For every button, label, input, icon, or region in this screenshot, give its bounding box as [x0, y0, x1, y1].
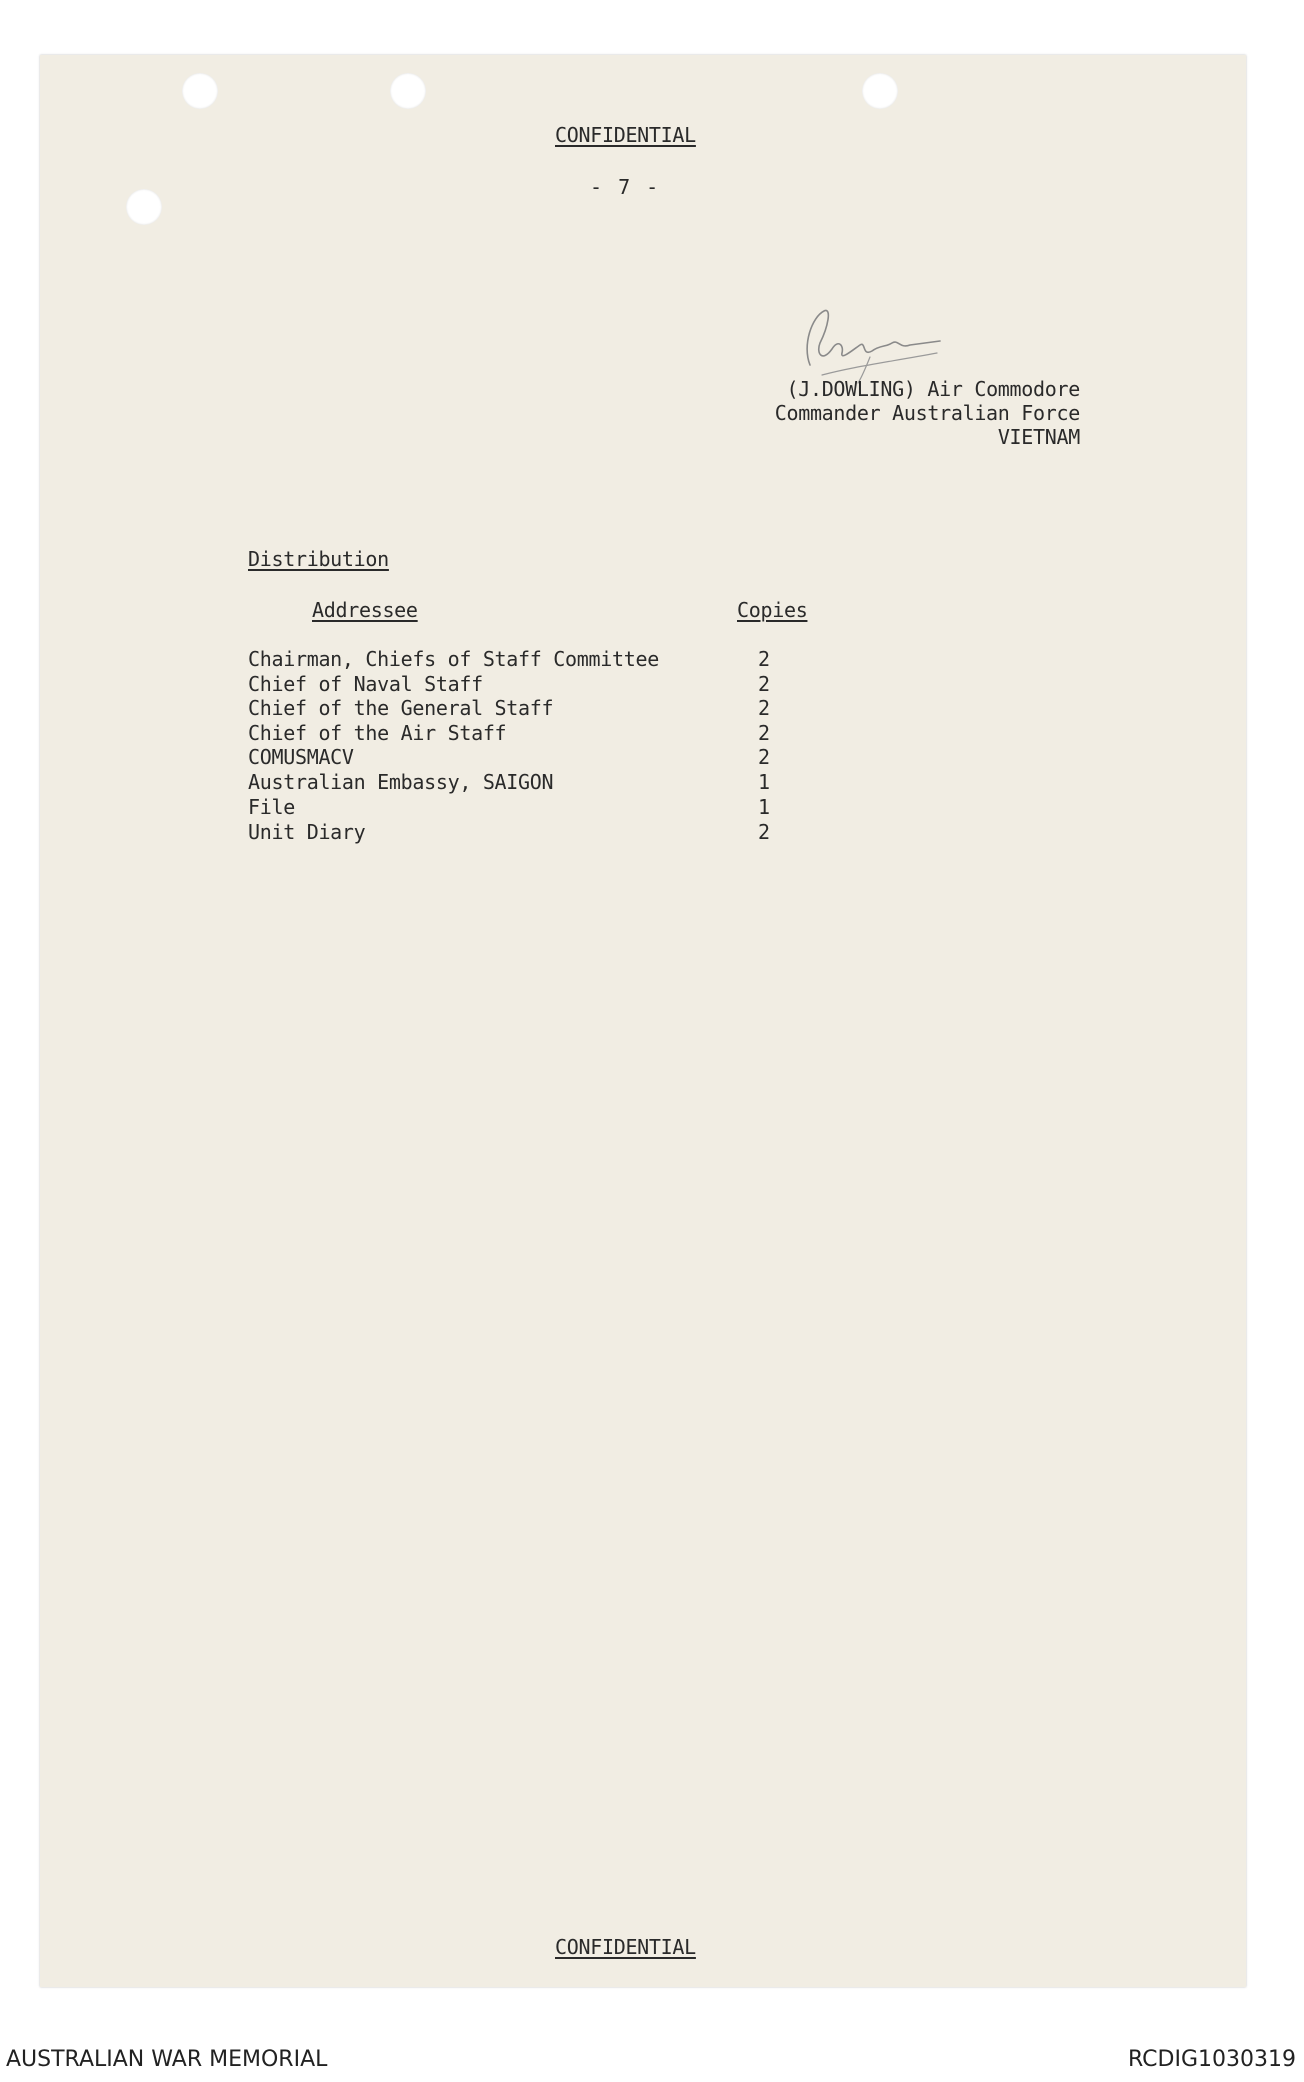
- copies-cell: 2: [758, 647, 770, 671]
- addressee-cell: COMUSMACV: [248, 745, 354, 769]
- handwritten-signature: [762, 305, 962, 385]
- distribution-row: [248, 696, 848, 721]
- signature-line-location: VIETNAM: [997, 425, 1080, 449]
- distribution-row: [248, 820, 848, 845]
- page-number: - 7 -: [590, 175, 661, 199]
- document-page: [40, 55, 1246, 1987]
- distribution-row: [248, 672, 848, 697]
- copies-cell: 1: [758, 770, 770, 794]
- copies-cell: 2: [758, 745, 770, 769]
- header-classification: CONFIDENTIAL: [555, 123, 696, 147]
- addressee-cell: Chief of Naval Staff: [248, 672, 483, 696]
- distribution-row: [248, 745, 848, 770]
- footer-classification: CONFIDENTIAL: [555, 1935, 696, 1959]
- punch-hole: [182, 73, 218, 109]
- copies-cell: 2: [758, 820, 770, 844]
- addressee-cell: Chief of the General Staff: [248, 696, 554, 720]
- archive-reference: RCDIG1030319: [1127, 2047, 1296, 2072]
- punch-hole: [862, 73, 898, 109]
- signature-line-title: Commander Australian Force: [774, 401, 1080, 425]
- punch-hole: [390, 73, 426, 109]
- archive-institution: AUSTRALIAN WAR MEMORIAL: [6, 2047, 328, 2072]
- addressee-cell: Unit Diary: [248, 820, 366, 844]
- column-header-addressee: Addressee: [312, 598, 418, 622]
- addressee-cell: Australian Embassy, SAIGON: [248, 770, 554, 794]
- addressee-cell: Chief of the Air Staff: [248, 721, 507, 745]
- column-header-copies: Copies: [737, 598, 808, 622]
- copies-cell: 2: [758, 672, 770, 696]
- distribution-row: [248, 795, 848, 820]
- distribution-row: [248, 721, 848, 746]
- distribution-row: [248, 647, 848, 672]
- copies-cell: 1: [758, 795, 770, 819]
- addressee-cell: Chairman, Chiefs of Staff Committee: [248, 647, 659, 671]
- addressee-cell: File: [248, 795, 295, 819]
- distribution-row: [248, 770, 848, 795]
- signature-line-name: (J.DOWLING) Air Commodore: [786, 377, 1080, 401]
- distribution-heading: Distribution: [248, 547, 389, 571]
- copies-cell: 2: [758, 721, 770, 745]
- punch-hole: [126, 189, 162, 225]
- copies-cell: 2: [758, 696, 770, 720]
